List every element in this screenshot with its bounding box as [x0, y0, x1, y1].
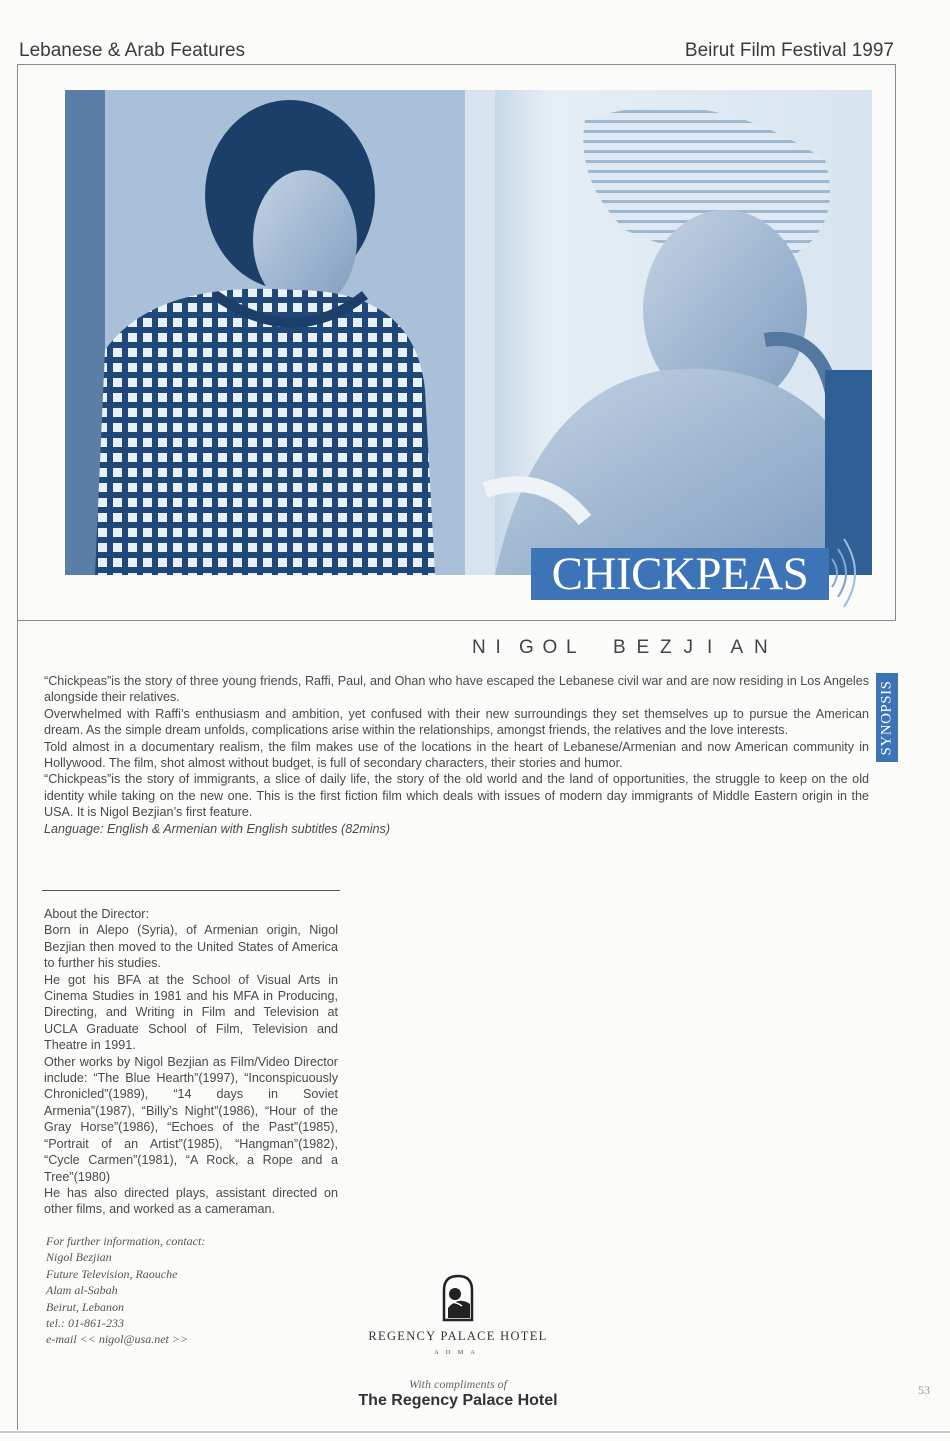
director-name-letter: Z: [660, 637, 672, 658]
contact-line: For further information, contact:: [46, 1234, 206, 1248]
page-number: 53: [918, 1383, 930, 1397]
film-still-image: [65, 90, 872, 575]
top-rule: [17, 64, 896, 65]
compliments-hotel-name: The Regency Palace Hotel: [358, 1392, 558, 1409]
left-rule: [17, 64, 18, 1430]
photo-bottom-rule: [17, 620, 896, 621]
director-name: [472, 637, 942, 659]
contact-block: [46, 1233, 306, 1348]
hotel-name: REGENCY PALACE HOTEL: [368, 1329, 548, 1343]
director-name-letter: J: [683, 637, 693, 658]
hotel-location: ADMA: [434, 1349, 482, 1356]
synopsis-paragraph: Told almost in a documentary realism, the film makes use of the locations in the heart of Lebanese/Armenian and now American community in Hollywood. The film, shot almost without budget, is full of secondary characters, their stories and humor.: [44, 739, 869, 771]
director-name-letter: G: [519, 637, 534, 658]
bio-paragraph: Other works by Nigol Bezjian as Film/Video Director include: “The Blue Hearth”(1997), “Inconspicuously Chronicled”(1989), “14 days in Soviet Armenia”(1987), “Billy’s Night”(1986), “Hour of the Gray Horse”(1986), “Echoes of the Past”(1985), “Portrait of an Artist”(1985), “Hangman”(1982), “Cycle Carmen”(1981), “A Rock, a Rope and a Tree”(1980): [44, 1054, 338, 1184]
director-bio: [44, 906, 338, 1218]
festival-heading: Beirut Film Festival 1997: [684, 40, 894, 61]
director-name-letter: I: [707, 637, 713, 658]
synopsis-paragraph: Overwhelmed with Raffi’s enthusiasm and ambition, yet confused with their new surroundings they set themselves up to pursue the American dream. As the simple dream unfolds, complications arise within the relationships, amongst friends, the relatives and the love interests.: [44, 706, 869, 738]
compliments-text: With compliments of: [409, 1377, 507, 1391]
director-name-letter: N: [472, 637, 486, 658]
contact-line: tel.: 01-861-233: [46, 1316, 124, 1331]
synopsis-tab: [876, 673, 898, 762]
bio-heading: About the Director:: [44, 907, 149, 921]
film-still-illustration: [65, 90, 872, 575]
film-title: CHICKPEAS: [531, 548, 829, 600]
language-note: Language: English & Armenian with English subtitles (82mins): [44, 821, 391, 836]
synopsis-paragraph: “Chickpeas”is the story of immigrants, a slice of daily life, the story of the old world and the land of opportunities, the struggle to keep on the old identity while taking on the new one. This is the first fiction film which deals with issues of modern day immigrants of Middle Eastern origin in the USA. It is Nigol Bezjian’s first feature.: [44, 772, 869, 820]
director-name-letter: [590, 637, 614, 659]
photo-right-rule: [895, 64, 896, 621]
contact-line: Future Television, Raouche: [46, 1266, 178, 1281]
director-name-letter: L: [566, 637, 577, 658]
bio-paragraph: Born in Alepo (Syria), of Armenian origin, Nigol Bezjian then moved to the United States of America to further his studies.: [44, 923, 338, 971]
synopsis-tab-label: SYNOPSIS: [878, 680, 895, 755]
director-name-letter: I: [495, 637, 501, 658]
director-name-letter: A: [730, 637, 744, 658]
contact-line: Beirut, Lebanon: [46, 1299, 124, 1314]
contact-email: e-mail << nigol@usa.net >>: [46, 1332, 189, 1347]
synopsis-paragraph: “Chickpeas”is the story of three young friends, Raffi, Paul, and Ohan who have escaped the Lebanese civil war and are now residing in Los Angeles alongside their relatives.: [44, 674, 869, 705]
bottom-rule: [0, 1431, 950, 1433]
synopsis-text: [44, 673, 869, 837]
contact-line: Alam al-Sabah: [46, 1283, 118, 1298]
bio-divider: [42, 890, 340, 891]
regency-palace-logo-icon: [440, 1274, 476, 1322]
director-name-letter: B: [613, 637, 626, 658]
director-name-letter: N: [754, 637, 768, 658]
contact-line: Nigol Bezjian: [46, 1250, 112, 1265]
section-heading: Lebanese & Arab Features: [19, 40, 246, 61]
director-name-letter: E: [636, 637, 650, 658]
sponsor-block: [330, 1274, 586, 1356]
director-name-letter: O: [542, 637, 558, 658]
bio-paragraph: He has also directed plays, assistant directed on other films, and worked as a cameraman.: [44, 1185, 338, 1217]
sound-waves-icon: [828, 535, 868, 611]
bio-paragraph: He got his BFA at the School of Visual Arts in Cinema Studies in 1981 and his MFA in Producing, Directing, and Writing in Film and Television at UCLA Graduate School of Film, Television and Theatre in 1991.: [44, 972, 338, 1053]
